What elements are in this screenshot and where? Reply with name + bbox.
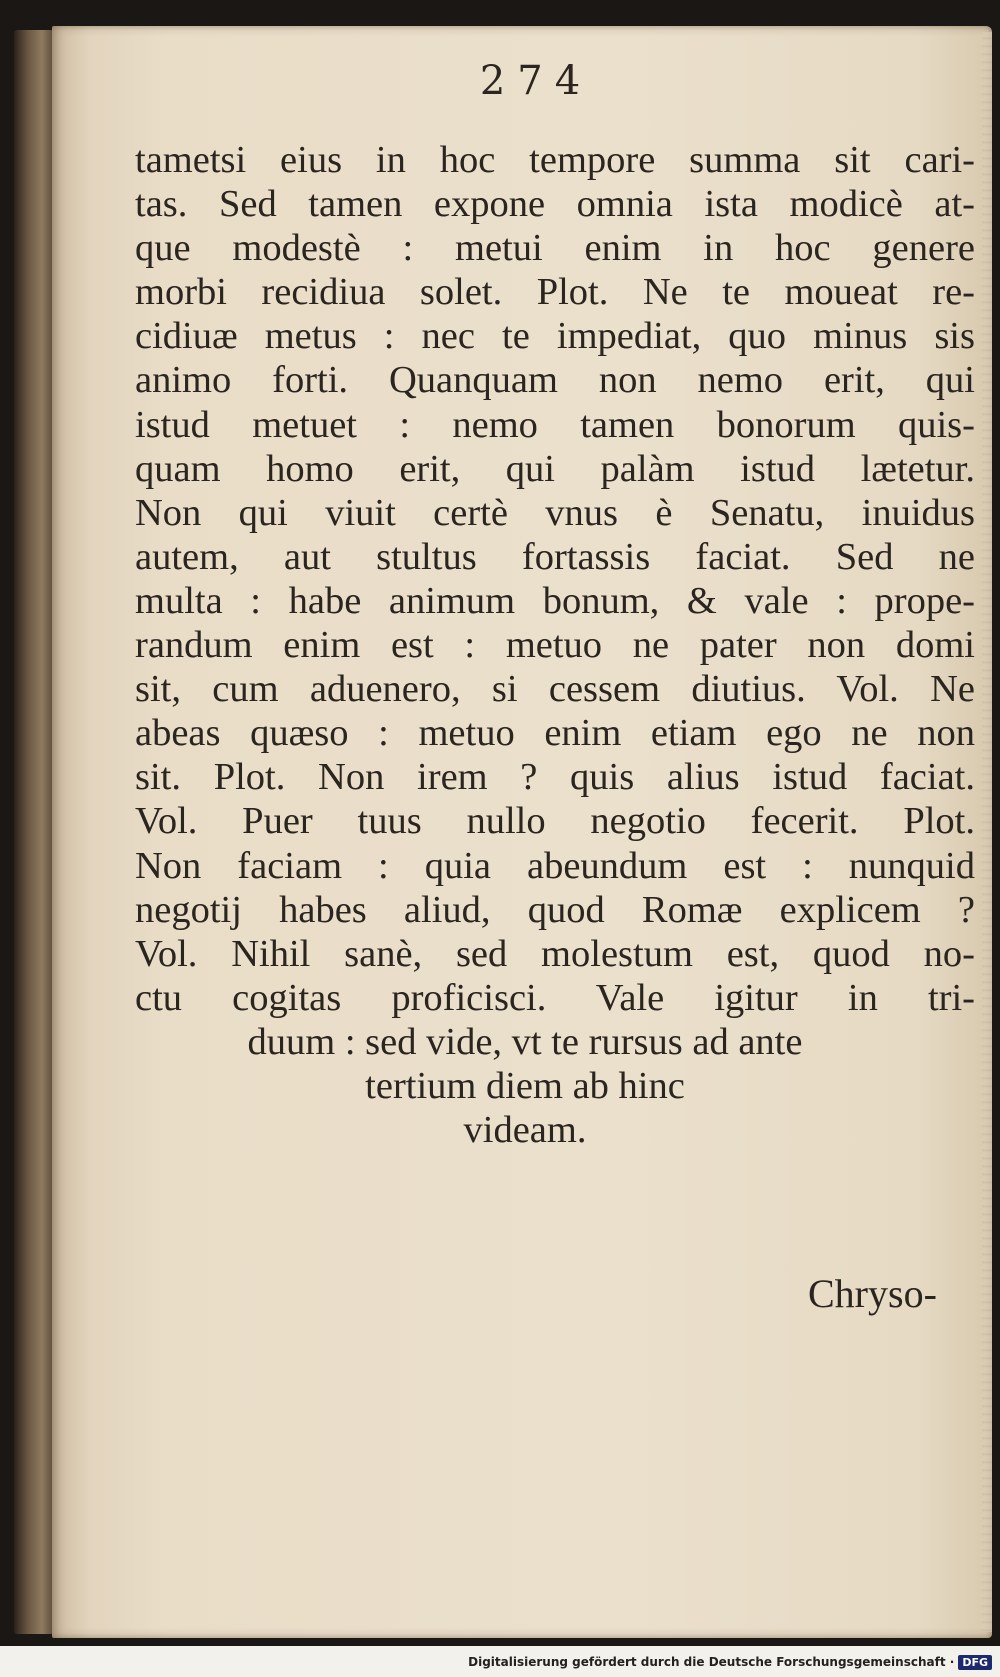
text-line: istud metuet : nemo tamen bonorum quis- [135, 403, 975, 446]
text-line: Vol. Puer tuus nullo negotio fecerit. Plot. [135, 800, 975, 843]
text-line: Non qui viuit certè vnus è Senatu, inuidus [135, 491, 975, 534]
page-edge [982, 32, 992, 1632]
text-line: morbi recidiua solet. Plot. Ne te moueat re- [135, 271, 975, 314]
dfg-logo: DFG [958, 1655, 992, 1670]
text-line: autem, aut stultus fortassis faciat. Sed ne [135, 535, 975, 578]
text-line-centered: tertium diem ab hinc [365, 1064, 685, 1107]
text-line: ctu cogitas proficisci. Vale igitur in tri- [135, 976, 975, 1019]
text-line: Vol. Nihil sanè, sed molestum est, quod no- [135, 932, 975, 975]
text-line: animo forti. Quanquam non nemo erit, qui [135, 359, 975, 402]
text-line: cidiuæ metus : nec te impediat, quo minus sis [135, 315, 975, 358]
text-line: negotij habes aliud, quod Romæ explicem ? [135, 888, 975, 931]
text-line: sit, cum aduenero, si cessem diutius. Vol. Ne [135, 668, 975, 711]
text-line: abeas quæso : metuo enim etiam ego ne non [135, 712, 975, 755]
credit-text: Digitalisierung gefördert durch die Deutsche Forschungsgemeinschaft · [468, 1655, 955, 1669]
text-line: multa : habe animum bonum, & vale : prope- [135, 579, 975, 622]
digitization-credit [0, 1655, 992, 1670]
text-line: quam homo erit, qui palàm istud lætetur. [135, 447, 975, 490]
page-number: 274 [479, 58, 593, 104]
text-line: tametsi eius in hoc tempore summa sit cari- [135, 139, 975, 181]
text-line: tas. Sed tamen expone omnia ista modicè at- [135, 183, 975, 226]
book-binding [14, 30, 54, 1634]
text-line-centered: videam. [463, 1109, 587, 1152]
catchword: Chryso- [808, 1271, 937, 1316]
text-line: randum enim est : metuo ne pater non domi [135, 624, 975, 667]
text-line: sit. Plot. Non irem ? quis alius istud faciat. [135, 756, 975, 799]
page-text [135, 138, 975, 1152]
text-line: Non faciam : quia abeundum est : nunquid [135, 844, 975, 887]
text-line: que modestè : metui enim in hoc genere [135, 227, 975, 270]
text-line-centered: duum : sed vide, vt te rursus ad ante [247, 1020, 803, 1063]
